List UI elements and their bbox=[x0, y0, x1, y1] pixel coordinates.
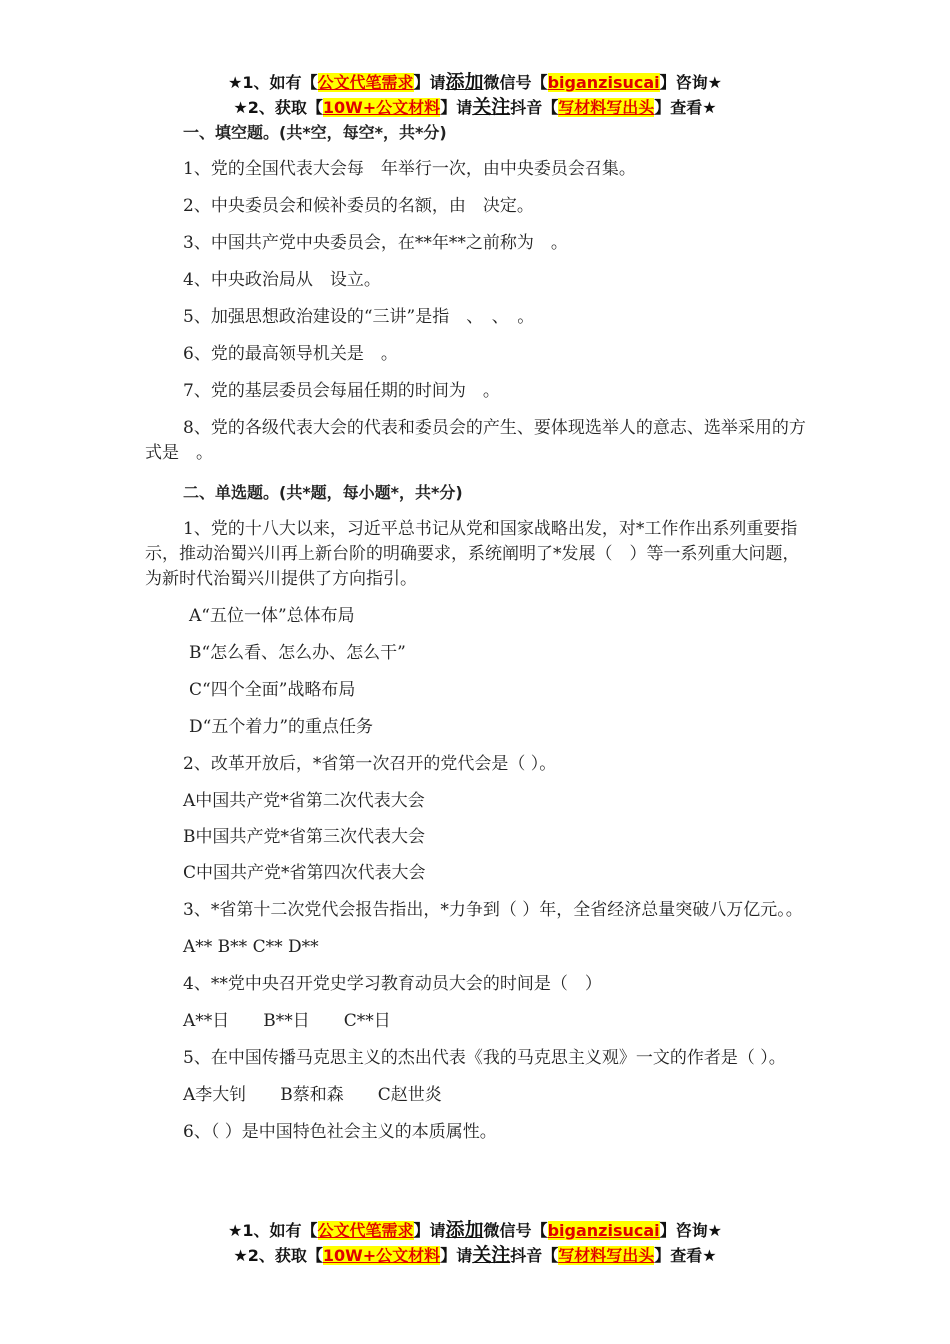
banner-text: 微信号【 bbox=[483, 73, 548, 92]
question: 1、党的全国代表大会每 年举行一次，由中央委员会召集。 bbox=[183, 159, 636, 179]
question: 8、党的各级代表大会的代表和委员会的产生、要体现选举人的意志、选举采用的方式是 。 bbox=[145, 418, 806, 463]
question: 4、中央政治局从 设立。 bbox=[183, 270, 381, 290]
banner-text: 】咨询★ bbox=[659, 1221, 722, 1240]
section-title: 一、填空题。(共*空，每空*，共*分) bbox=[183, 123, 447, 142]
question: 5、在中国传播马克思主义的杰出代表《我的马克思主义观》一文的作者是（ ）。 bbox=[183, 1048, 786, 1068]
banner-text: 】查看★ bbox=[654, 1246, 717, 1265]
option: C中国共产党*省第四次代表大会 bbox=[183, 863, 426, 883]
option: A中国共产党*省第二次代表大会 bbox=[183, 791, 425, 811]
banner-text: 抖音【 bbox=[510, 1246, 559, 1265]
banner-text: ★1、如有【 bbox=[228, 73, 318, 92]
banner-highlight: biganzisucai bbox=[547, 73, 660, 92]
banner-emphasis: 添加 bbox=[445, 1219, 484, 1241]
document-body bbox=[145, 118, 810, 1145]
banner-highlight: biganzisucai bbox=[547, 1221, 660, 1240]
banner-text: 微信号【 bbox=[483, 1221, 548, 1240]
banner-text: 】查看★ bbox=[654, 98, 717, 117]
question: 6、党的最高领导机关是 。 bbox=[183, 344, 398, 364]
banner-emphasis: 关注 bbox=[472, 1244, 511, 1266]
banner-text: 】请 bbox=[413, 1221, 446, 1240]
banner-text: 】请 bbox=[440, 98, 473, 117]
option: A“五位一体”总体布局 bbox=[189, 606, 355, 626]
question: 4、**党中央召开党史学习教育动员大会的时间是（ ） bbox=[183, 974, 602, 994]
banner-highlight: 公文代笔需求 bbox=[317, 73, 414, 92]
banner-text: ★1、如有【 bbox=[228, 1221, 318, 1240]
option-row: A**日 B**日 C**日 bbox=[183, 1011, 391, 1031]
question: 2、中央委员会和候补委员的名额，由 决定。 bbox=[183, 196, 534, 216]
banner-highlight: 写材料写出头 bbox=[558, 1246, 655, 1265]
option: B中国共产党*省第三次代表大会 bbox=[183, 827, 425, 847]
option: D“五个着力”的重点任务 bbox=[189, 717, 374, 737]
banner-highlight: 写材料写出头 bbox=[558, 98, 655, 117]
banner-line-2 bbox=[0, 95, 950, 120]
question: 2、改革开放后，*省第一次召开的党代会是（ ）。 bbox=[183, 754, 557, 774]
banner-text: ★2、获取【 bbox=[233, 98, 323, 117]
banner-highlight: 10W+公文材料 bbox=[322, 1246, 441, 1265]
question: 5、加强思想政治建设的“三讲”是指 、 、 。 bbox=[183, 307, 535, 327]
question: 7、党的基层委员会每届任期的时间为 。 bbox=[183, 381, 500, 401]
banner-line-2 bbox=[0, 1243, 950, 1268]
banner-text: 】咨询★ bbox=[659, 73, 722, 92]
question: 3、中国共产党中央委员会，在**年**之前称为 。 bbox=[183, 233, 568, 253]
banner-text: ★2、获取【 bbox=[233, 1246, 323, 1265]
banner-emphasis: 关注 bbox=[472, 96, 511, 118]
option: B“怎么看、怎么办、怎么干” bbox=[189, 643, 406, 663]
option-row: A李大钊 B蔡和森 C赵世炎 bbox=[183, 1085, 442, 1105]
banner-text: 抖音【 bbox=[510, 98, 559, 117]
question: 1、党的十八大以来，习近平总书记从党和国家战略出发，对*工作作出系列重要指示，推动治蜀兴川再上新台阶的明确要求，系统阐明了*发展（ ）等一系列重大问题，为新时代治蜀兴川提供了方向指引。 bbox=[145, 519, 800, 589]
banner-highlight: 10W+公文材料 bbox=[322, 98, 441, 117]
question: 3、*省第十二次党代会报告指出，*力争到（ ）年，全省经济总量突破八万亿元。。 bbox=[183, 900, 803, 920]
top-banner bbox=[0, 70, 950, 120]
banner-text: 】请 bbox=[440, 1246, 473, 1265]
option: C“四个全面”战略布局 bbox=[189, 680, 356, 700]
option-row: A** B** C** D** bbox=[183, 937, 319, 957]
bottom-banner bbox=[0, 1218, 950, 1268]
banner-line-1 bbox=[0, 70, 950, 95]
banner-highlight: 公文代笔需求 bbox=[317, 1221, 414, 1240]
banner-emphasis: 添加 bbox=[445, 71, 484, 93]
banner-line-1 bbox=[0, 1218, 950, 1243]
question: 6、（ ）是中国特色社会主义的本质属性。 bbox=[183, 1122, 497, 1142]
section-title: 二、单选题。(共*题，每小题*，共*分) bbox=[183, 483, 463, 502]
banner-text: 】请 bbox=[413, 73, 446, 92]
